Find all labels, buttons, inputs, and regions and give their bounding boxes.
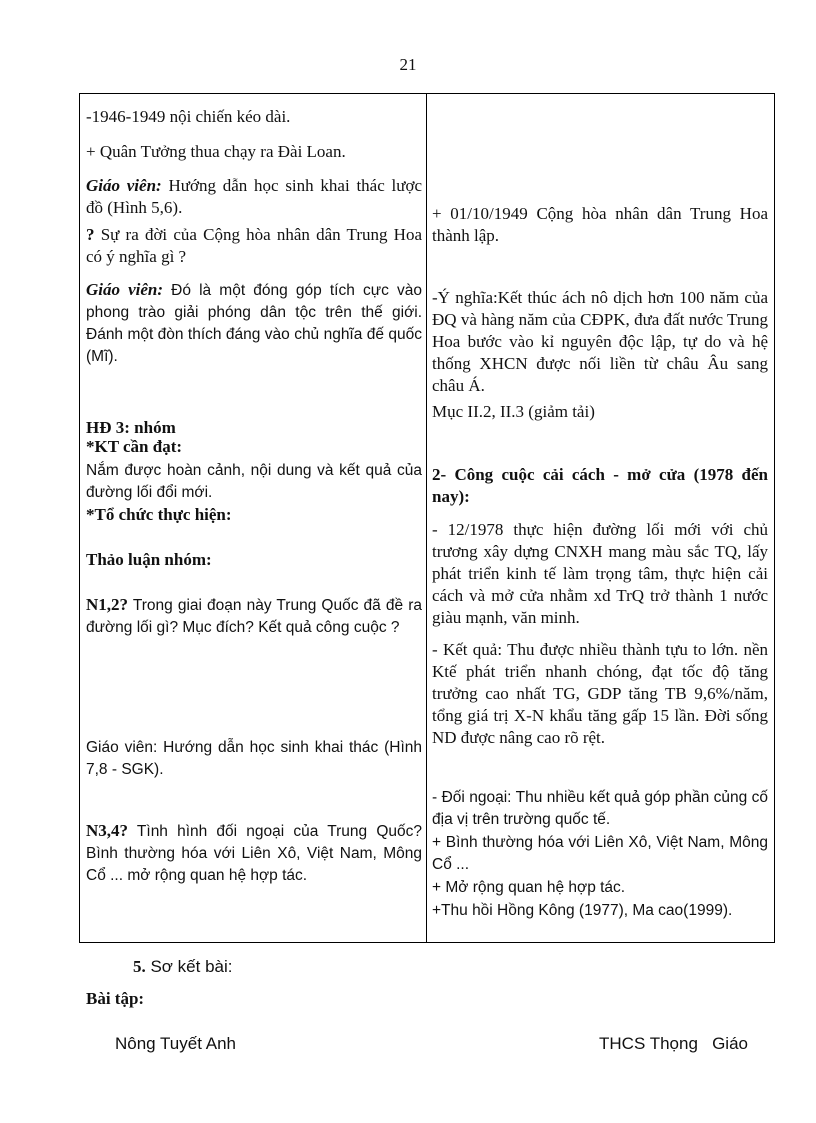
group-question-3-4 — [86, 820, 422, 887]
teacher-label: Giáo viên: — [86, 280, 164, 299]
group-question-1-2 — [86, 594, 422, 639]
teacher-note-map — [86, 175, 422, 219]
reform-results: - Kết quả: Thu được nhiều thành tựu to lớn. nền Ktế phát triển nhanh chóng, đạt tốc độ tăng trưởng cao nhất TG, GDP tăng TB 9,6%/năm, tổng giá trị X-N khẩu tăng gấp 15 lần. Đời sống ND được nâng cao rõ rệt. — [432, 640, 768, 747]
reduced-section-note: Mục II.2, II.3 (giảm tải) — [432, 402, 595, 421]
kuomintang-line: + Quân Tưởng thua chạy ra Đài Loan. — [86, 142, 346, 161]
organization-label: *Tổ chức thực hiện: — [86, 505, 232, 524]
teacher-answer-text: Đó là một đóng góp tích cực vào phong trào giải phóng dân tộc trên thế giới. Đánh một đòn thích đáng vào chủ nghĩa đế quốc (Mĩ). — [86, 282, 422, 365]
civil-war-line: -1946-1949 nội chiến kéo dài. — [86, 107, 291, 126]
question-text: Sự ra đời của Cộng hòa nhân dân Trung Hoa có ý nghĩa gì ? — [86, 225, 422, 266]
lesson-table — [79, 93, 775, 943]
reform-policy: - 12/1978 thực hiện đường lối mới với chủ trương xây dựng CNXH mang màu sắc TQ, lấy phát triển kinh tế làm trọng tâm, thực hiện cải cách và mở cửa nhằm xd TrQ trở thành 1 nước giàu mạnh, văn minh. — [432, 520, 768, 627]
teacher-student-activity-column — [86, 94, 422, 942]
teacher-label: Giáo viên: — [86, 176, 162, 195]
page-number: 21 — [399, 55, 417, 74]
question-meaning — [86, 224, 422, 268]
group-discussion-label: Thảo luận nhóm: — [86, 550, 212, 569]
prc-founding: + 01/10/1949 Cộng hòa nhân dân Trung Hoa thành lập. — [432, 204, 768, 245]
activity-heading: HĐ 3: nhóm — [86, 418, 176, 437]
content-column — [432, 94, 768, 942]
summary-number: 5. — [133, 957, 146, 976]
group-label: N3,4? — [86, 821, 129, 840]
significance-text: -Ý nghĩa:Kết thúc ách nô dịch hơn 100 năm của ĐQ và hàng năm của CĐPK, đưa đất nước Trung Hoa bước vào kỉ nguyên độc lập, tự do và hệ thống XHCN được nối liền từ châu Âu sang châu Á. — [432, 288, 768, 395]
exercise-heading: Bài tập: — [86, 989, 145, 1008]
summary-heading — [133, 956, 233, 978]
objective-text: Nắm được hoàn cảnh, nội dung và kết quả của đường lối đổi mới. — [86, 462, 422, 501]
footer-school: THCS Thọng Giáo — [599, 1034, 748, 1053]
teacher-note-answer — [86, 279, 422, 368]
foreign-policy-intro: - Đối ngoại: Thu nhiều kết quả góp phần củng cố địa vị trên trường quốc tế. — [432, 789, 768, 828]
objective-label: *KT cần đạt: — [86, 437, 183, 456]
section-2-title: 2- Công cuộc cải cách - mở cửa (1978 đến nay): — [432, 465, 768, 506]
group-question-text: Trong giai đoạn này Trung Quốc đã đề ra đường lối gì? Mục đích? Kết quả công cuộc ? — [86, 597, 422, 636]
foreign-policy-normalize: + Bình thường hóa với Liên Xô, Việt Nam, Mông Cổ ... — [432, 834, 768, 873]
summary-text: Sơ kết bài: — [145, 957, 233, 976]
teacher-note-figures: Giáo viên: Hướng dẫn học sinh khai thác (Hình 7,8 - SGK). — [86, 739, 422, 778]
group-question-text: Tình hình đối ngoại của Trung Quốc? Bình thường hóa với Liên Xô, Việt Nam, Mông Cổ ... mở rộng quan hệ hợp tác. — [86, 823, 422, 884]
column-divider — [426, 94, 427, 942]
foreign-policy-cooperation: + Mở rộng quan hệ hợp tác. — [432, 879, 626, 896]
question-mark: ? — [86, 225, 95, 244]
group-label: N1,2? — [86, 595, 129, 614]
foreign-policy-reclaim: +Thu hồi Hồng Kông (1977), Ma cao(1999). — [432, 902, 733, 919]
teacher-note-text: Hướng dẫn học sinh khai thác lược đồ (Hình 5,6). — [86, 176, 422, 217]
footer-author: Nông Tuyết Anh — [115, 1034, 236, 1053]
